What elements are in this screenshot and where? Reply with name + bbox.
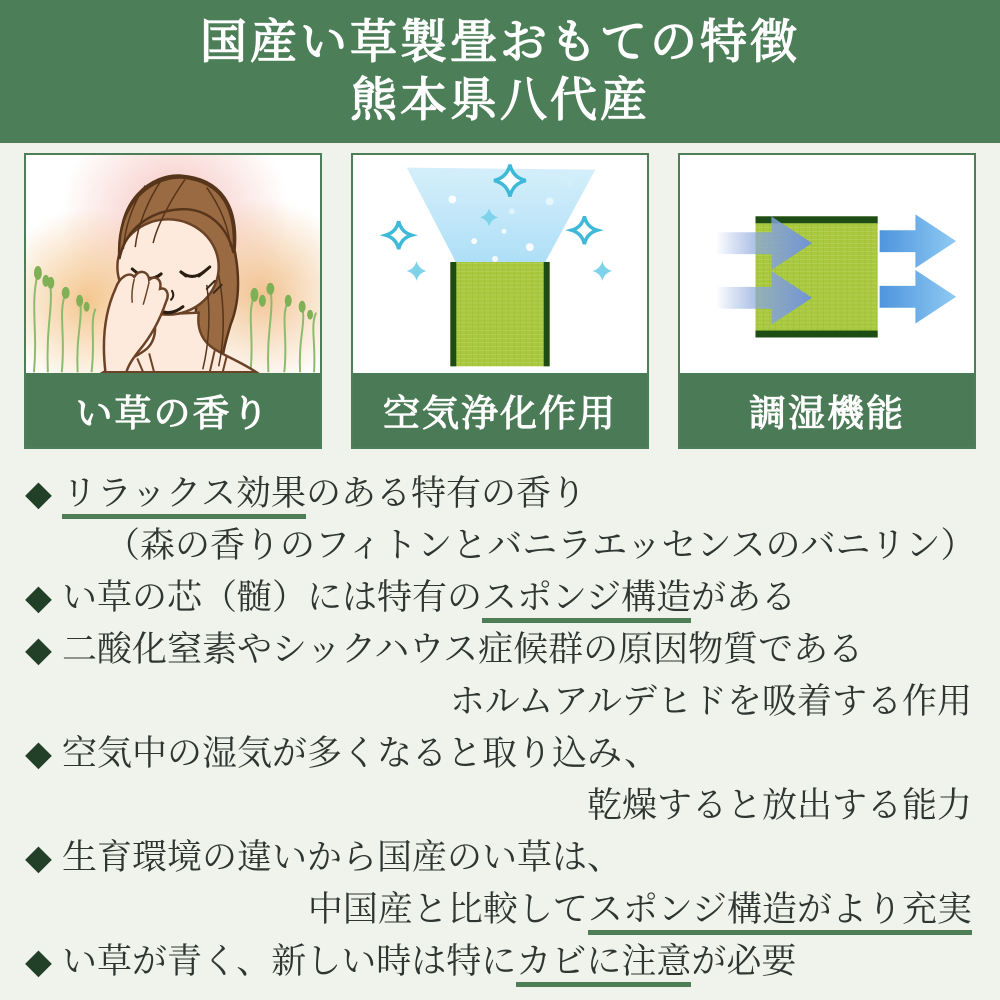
features-row: [24, 153, 976, 449]
underlined-text-segment: スポンジ構造がより充実: [588, 890, 972, 935]
text-segment: （森の香りのフィトンとバニラエッセンスのバニリン）: [105, 526, 976, 565]
feature-card-air-purification: [351, 153, 649, 449]
underlined-text-segment: リラックス効果: [62, 474, 306, 519]
header-banner: [0, 0, 1000, 143]
header-title-line1: 国産い草製畳おもての特徴: [200, 15, 800, 68]
underlined-text-segment: カビに注意: [516, 942, 691, 987]
bullet-row: [25, 832, 972, 884]
bullet-row: [25, 520, 976, 572]
air-purification-illustration: [353, 155, 647, 373]
text-segment: 乾燥すると放出する能力: [586, 786, 972, 825]
bullet-row: [25, 676, 972, 728]
text-segment: のある特有の香り: [305, 474, 586, 513]
humidity-control-drawing: [680, 155, 974, 373]
text-segment: 中国産と比較して: [307, 890, 588, 929]
bullet-diamond-icon: ◆: [25, 474, 52, 513]
bullet-diamond-icon: ◆: [25, 838, 52, 877]
feature-label-humidity: 調湿機能: [680, 373, 974, 447]
air-purification-drawing: [353, 155, 647, 373]
outgoing-arrow-icons: [880, 214, 956, 323]
relaxing-woman-illustration: [26, 155, 320, 373]
text-segment: が必要: [691, 942, 797, 981]
bullet-row: [25, 884, 972, 936]
feature-label-air-purification: 空気浄化作用: [353, 373, 647, 447]
relaxing-woman-drawing: [26, 155, 320, 373]
feature-label-scent: い草の香り: [26, 373, 320, 447]
bullet-diamond-icon: ◆: [25, 942, 52, 981]
feature-bullet-list: [0, 468, 1000, 988]
bullet-row: [25, 728, 972, 780]
bullet-diamond-icon: ◆: [25, 630, 52, 669]
text-segment: い草の芯（髄）には特有の: [62, 578, 483, 617]
feature-card-scent: [24, 153, 322, 449]
text-segment: がある: [691, 578, 797, 617]
text-segment: ホルムアルデヒドを吸着する作用: [449, 682, 972, 721]
text-segment: 生育環境の違いから国産のい草は、: [62, 838, 623, 877]
bullet-diamond-icon: ◆: [25, 734, 52, 773]
feature-card-humidity: [678, 153, 976, 449]
humidity-control-illustration: [680, 155, 974, 373]
bullet-row: [25, 624, 972, 676]
bullet-row: [25, 780, 972, 832]
bullet-row: [25, 572, 972, 624]
text-segment: 空気中の湿気が多くなると取り込み、: [62, 734, 660, 773]
underlined-text-segment: スポンジ構造: [482, 578, 691, 623]
bullet-row: [25, 936, 972, 988]
bullet-row: [25, 468, 972, 520]
text-segment: い草が青く、新しい時は特に: [62, 942, 517, 981]
bullet-diamond-icon: ◆: [25, 578, 52, 617]
header-title-line2: 熊本県八代産: [350, 73, 650, 126]
tatami-illustration: [450, 262, 549, 366]
text-segment: 二酸化窒素やシックハウス症候群の原因物質である: [62, 630, 864, 669]
